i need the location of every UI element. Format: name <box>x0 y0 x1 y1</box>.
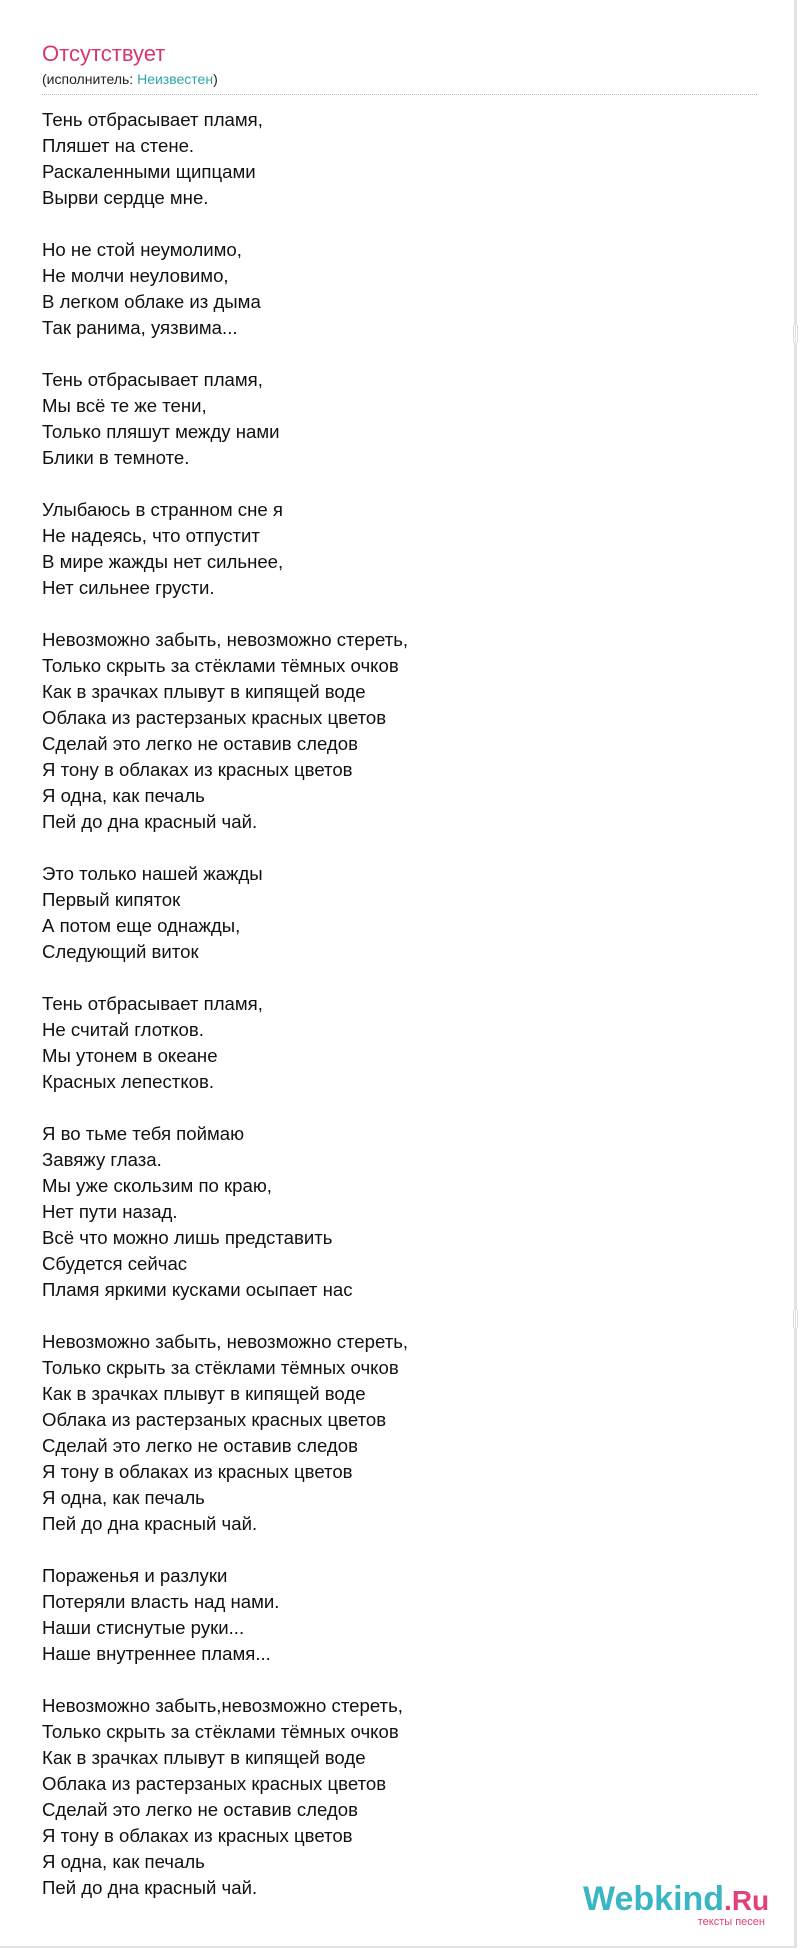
lyric-line: Всё что можно лишь представить <box>42 1227 333 1248</box>
webkind-logo[interactable] <box>583 1880 775 1928</box>
artist-prefix: (исполнитель: <box>42 71 138 87</box>
lyrics-stanza <box>42 1121 757 1303</box>
lyric-line: Я тону в облаках из красных цветов <box>42 1461 353 1482</box>
lyric-line: Потеряли власть над нами. <box>42 1591 280 1612</box>
lyric-line: Облака из растерзаных красных цветов <box>42 707 387 728</box>
lyric-line: Облака из растерзаных красных цветов <box>42 1773 387 1794</box>
lyric-line: Только скрыть за стёклами тёмных очков <box>42 1721 399 1742</box>
lyric-line: Мы утонем в океане <box>42 1045 218 1066</box>
lyric-line: Я одна, как печаль <box>42 1851 205 1872</box>
lyric-line: Вырви сердце мне. <box>42 187 209 208</box>
lyric-line: Наше внутреннее пламя... <box>42 1643 271 1664</box>
lyrics-stanza <box>42 367 757 471</box>
lyric-line: Блики в темноте. <box>42 447 190 468</box>
lyric-line: Сделай это легко не оставив следов <box>42 1799 358 1820</box>
lyric-line: Не надеясь, что отпустит <box>42 525 260 546</box>
lyric-line: Сделай это легко не оставив следов <box>42 1435 358 1456</box>
lyrics-stanza <box>42 237 757 341</box>
lyric-line: Тень отбрасывает пламя, <box>42 993 263 1014</box>
lyrics-stanza <box>42 497 757 601</box>
lyrics-stanza <box>42 107 757 211</box>
lyric-line: Я тону в облаках из красных цветов <box>42 1825 353 1846</box>
logo-name: Webkind <box>583 1880 725 1918</box>
lyric-line: Облака из растерзаных красных цветов <box>42 1409 387 1430</box>
edge-marker <box>793 1310 798 1328</box>
lyric-line: Пораженья и разлуки <box>42 1565 228 1586</box>
lyrics-stanza <box>42 991 757 1095</box>
lyric-line: Наши стиснутые руки... <box>42 1617 245 1638</box>
lyric-line: Невозможно забыть, невозможно стереть, <box>42 629 409 650</box>
lyric-line: Я тону в облаках из красных цветов <box>42 759 353 780</box>
lyric-line: Улыбаюсь в странном сне я <box>42 499 283 520</box>
logo-tagline: тексты песен <box>697 1916 765 1928</box>
lyric-line: Как в зрачках плывут в кипящей воде <box>42 1383 366 1404</box>
song-content <box>42 40 757 1927</box>
lyric-line: Пей до дна красный чай. <box>42 1513 258 1534</box>
lyrics-stanza <box>42 861 757 965</box>
lyric-line: Завяжу глаза. <box>42 1149 162 1170</box>
lyric-line: Пей до дна красный чай. <box>42 811 258 832</box>
artist-suffix: ) <box>213 71 218 87</box>
lyrics-stanza <box>42 1329 757 1537</box>
lyric-line: Только скрыть за стёклами тёмных очков <box>42 1357 399 1378</box>
lyric-line: Сделай это легко не оставив следов <box>42 733 358 754</box>
lyric-line: Мы уже скользим по краю, <box>42 1175 272 1196</box>
lyric-line: Не молчи неуловимо, <box>42 265 229 286</box>
lyric-line: В легком облаке из дыма <box>42 291 261 312</box>
lyric-line: Красных лепестков. <box>42 1071 215 1092</box>
lyric-line: Невозможно забыть,невозможно стереть, <box>42 1695 403 1716</box>
lyric-line: Не считай глотков. <box>42 1019 204 1040</box>
lyrics-stanza <box>42 1693 757 1901</box>
artist-line <box>42 70 757 88</box>
lyric-line: Раскаленными щипцами <box>42 161 256 182</box>
lyric-line: А потом еще однажды, <box>42 915 241 936</box>
lyric-line: Только пляшут между нами <box>42 421 280 442</box>
lyric-line: Как в зрачках плывут в кипящей воде <box>42 1747 366 1768</box>
logo-tld: .Ru <box>724 1885 770 1916</box>
lyric-line: Это только нашей жажды <box>42 863 263 884</box>
lyric-line: Нет пути назад. <box>42 1201 178 1222</box>
song-title: Отсутствует <box>42 41 166 66</box>
lyric-line: Первый кипяток <box>42 889 181 910</box>
lyric-line: Но не стой неумолимо, <box>42 239 242 260</box>
lyric-line: Невозможно забыть, невозможно стереть, <box>42 1331 409 1352</box>
lyric-line: Пляшет на стене. <box>42 135 195 156</box>
lyric-line: Мы всё те же тени, <box>42 395 207 416</box>
lyric-line: Только скрыть за стёклами тёмных очков <box>42 655 399 676</box>
lyric-line: Следующий виток <box>42 941 199 962</box>
lyric-line: Как в зрачках плывут в кипящей воде <box>42 681 366 702</box>
lyric-line: Пламя яркими кусками осыпает нас <box>42 1279 353 1300</box>
lyric-line: Я во тьме тебя поймаю <box>42 1123 245 1144</box>
lyrics-body <box>42 107 757 1901</box>
lyric-line: Тень отбрасывает пламя, <box>42 109 263 130</box>
edge-marker <box>793 325 798 343</box>
lyric-line: Нет сильнее грусти. <box>42 577 215 598</box>
lyrics-stanza <box>42 627 757 835</box>
lyric-line: Я одна, как печаль <box>42 1487 205 1508</box>
lyric-line: Пей до дна красный чай. <box>42 1877 258 1898</box>
lyric-line: Тень отбрасывает пламя, <box>42 369 263 390</box>
lyrics-stanza <box>42 1563 757 1667</box>
lyric-line: В мире жажды нет сильнее, <box>42 551 284 572</box>
artist-link[interactable]: Неизвестен <box>137 71 214 87</box>
title-divider <box>42 94 757 95</box>
lyric-line: Я одна, как печаль <box>42 785 205 806</box>
lyric-line: Так ранима, уязвима... <box>42 317 238 338</box>
lyric-line: Сбудется сейчас <box>42 1253 188 1274</box>
